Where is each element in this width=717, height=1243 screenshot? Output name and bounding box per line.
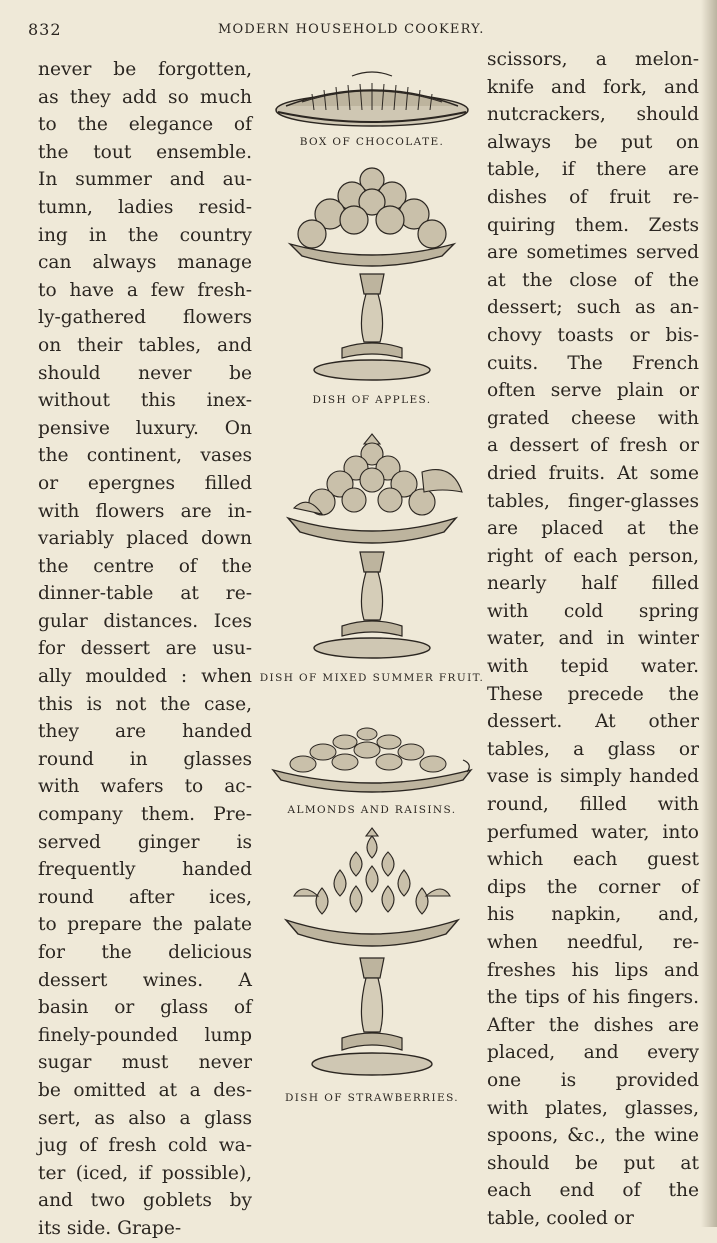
- text-line: freshes his lips and: [487, 959, 699, 981]
- text-line: with wafers to ac-: [38, 776, 252, 798]
- text-line: his napkin, and,: [487, 904, 699, 926]
- figure-box-of-chocolate: [252, 70, 492, 148]
- caption-dish-of-apples: DISH OF APPLES.: [312, 394, 432, 406]
- text-line: pensive luxury. On: [38, 417, 252, 439]
- page-edge-shadow: [701, 0, 717, 1227]
- text-line: a dessert of fresh or: [487, 435, 699, 457]
- text-line: with plates, glasses,: [487, 1097, 699, 1119]
- text-line: to the elegance of: [38, 114, 252, 136]
- text-line: without this inex-: [38, 390, 252, 412]
- text-line: at the close of the: [487, 269, 699, 291]
- text-line: frequently handed: [38, 859, 252, 881]
- box-of-chocolate-illustration: [272, 70, 472, 132]
- text-line: as they add so much: [38, 86, 252, 108]
- text-line: vase is simply handed: [487, 766, 699, 788]
- text-line: chovy toasts or bis-: [487, 324, 699, 346]
- text-line: or epergnes filled: [38, 472, 252, 494]
- caption-dish-of-strawberries: DISH OF STRAWBERRIES.: [284, 1092, 460, 1104]
- caption-almonds-and-raisins: ALMONDS AND RAISINS.: [287, 804, 457, 816]
- figure-almonds-and-raisins: [252, 720, 492, 816]
- text-line: water, and in winter: [487, 628, 699, 650]
- text-line: variably placed down: [38, 528, 252, 550]
- text-line: gular distances. Ices: [38, 610, 252, 632]
- text-line: the tips of his fingers.: [487, 987, 699, 1009]
- text-line: for the delicious: [38, 942, 252, 963]
- text-line: one is provided: [487, 1069, 699, 1091]
- text-line: jug of fresh cold wa-: [38, 1135, 252, 1157]
- text-line: basin or glass of: [38, 997, 252, 1019]
- text-line: sert, as also a glass: [38, 1107, 252, 1129]
- text-line: this is not the case,: [38, 693, 252, 715]
- text-line: be omitted at a des-: [38, 1079, 252, 1101]
- text-line: when needful, re-: [487, 932, 699, 953]
- text-line: with flowers are in-: [38, 500, 252, 522]
- text-line: table, if there are: [487, 159, 699, 181]
- right-text-column: [487, 46, 699, 1233]
- text-line: cuits. The French: [487, 352, 699, 374]
- text-line: they are handed: [38, 721, 252, 743]
- text-line: to have a few fresh-: [38, 279, 252, 301]
- text-line: dishes of fruit re-: [487, 186, 699, 208]
- text-line: grated cheese with: [487, 407, 699, 429]
- text-line: which each guest: [487, 849, 699, 871]
- text-line: table, cooled or: [487, 1207, 634, 1229]
- running-title: MODERN HOUSEHOLD COOKERY.: [218, 22, 485, 37]
- text-line: perfumed water, into: [487, 821, 699, 843]
- text-line: always be put on: [487, 131, 699, 153]
- text-line: company them. Pre-: [38, 804, 252, 826]
- figure-dish-of-strawberries: [252, 826, 492, 1104]
- text-line: dessert. At other: [487, 711, 699, 733]
- text-line: quiring them. Zests: [487, 214, 699, 236]
- text-line: to prepare the palate: [38, 914, 252, 936]
- almonds-and-raisins-illustration: [267, 720, 477, 800]
- page-number: 832: [28, 20, 62, 39]
- text-line: tables, a glass or: [487, 738, 699, 760]
- text-line: finely-pounded lump: [38, 1024, 252, 1046]
- text-line: dips the corner of: [487, 876, 699, 898]
- text-line: for dessert are usu-: [38, 638, 252, 660]
- caption-dish-of-mixed-summer-fruit: DISH OF MIXED SUMMER FRUIT.: [259, 672, 485, 684]
- text-line: never be forgotten,: [38, 59, 252, 80]
- text-line: ly-gathered flowers: [38, 307, 252, 329]
- text-line: These precede the: [487, 683, 699, 705]
- text-line: spoons, &c., the wine: [487, 1125, 699, 1147]
- illustration-column: [252, 70, 492, 1180]
- text-line: served ginger is: [38, 831, 252, 853]
- text-line: often serve plain or: [487, 380, 699, 402]
- text-line: After the dishes are: [487, 1014, 699, 1036]
- text-line: and two goblets by: [38, 1190, 252, 1212]
- text-line: are placed at the: [487, 518, 699, 540]
- dish-of-apples-illustration: [272, 162, 472, 390]
- figure-dish-of-mixed-summer-fruit: [252, 432, 492, 684]
- dish-of-strawberries-illustration: [272, 826, 472, 1088]
- text-line: tumn, ladies resid-: [38, 196, 252, 218]
- text-line: dinner-table at re-: [38, 583, 252, 605]
- text-line: knife and fork, and: [487, 76, 699, 98]
- text-line: on their tables, and: [38, 334, 252, 356]
- text-line: the tout ensemble.: [38, 141, 252, 163]
- text-line: with cold spring: [487, 600, 699, 622]
- text-line: sugar must never: [38, 1052, 252, 1074]
- text-line: each end of the: [487, 1180, 699, 1202]
- text-line: round in glasses: [38, 748, 252, 770]
- figure-dish-of-apples: [252, 162, 492, 406]
- running-head: [28, 20, 695, 44]
- text-line: are sometimes served: [487, 242, 699, 264]
- text-line: dessert wines. A: [38, 969, 252, 991]
- text-line: with tepid water.: [487, 656, 699, 678]
- text-line: its side. Grape-: [38, 1217, 182, 1239]
- text-line: ing in the country: [38, 224, 252, 246]
- text-line: ter (iced, if possible),: [38, 1162, 252, 1184]
- text-line: round after ices,: [38, 886, 252, 908]
- text-line: the centre of the: [38, 555, 252, 577]
- text-line: round, filled with: [487, 794, 699, 816]
- text-line: In summer and au-: [38, 169, 252, 191]
- text-line: can always manage: [38, 252, 252, 274]
- text-line: ally moulded : when: [38, 666, 252, 688]
- dish-of-mixed-summer-fruit-illustration: [272, 432, 472, 668]
- text-line: scissors, a melon-: [487, 49, 699, 70]
- text-line: placed, and every: [487, 1042, 699, 1064]
- text-line: the continent, vases: [38, 445, 252, 467]
- text-line: dried fruits. At some: [487, 462, 699, 484]
- caption-box-of-chocolate: BOX OF CHOCOLATE.: [299, 136, 445, 148]
- text-line: should be put at: [487, 1152, 699, 1174]
- text-line: right of each person,: [487, 545, 699, 567]
- text-line: dessert; such as an-: [487, 297, 699, 319]
- left-text-column: [38, 56, 252, 1243]
- text-line: tables, finger-glasses: [487, 490, 699, 512]
- text-line: nutcrackers, should: [487, 104, 699, 126]
- text-line: should never be: [38, 362, 252, 384]
- text-line: nearly half filled: [487, 573, 699, 595]
